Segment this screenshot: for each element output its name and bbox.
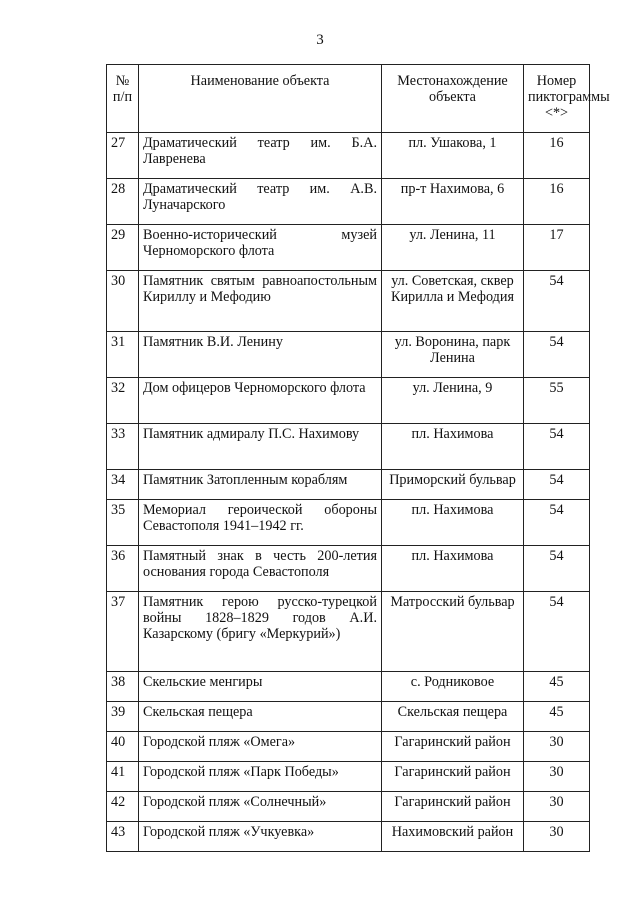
row-name: Городской пляж «Солнечный» [139,792,382,822]
page-number: 3 [316,32,324,48]
row-location: ул. Ленина, 11 [382,225,524,271]
table-row [107,702,590,732]
row-pictogram: 17 [524,225,590,271]
objects-table [106,64,610,852]
row-location: с. Родниковое [382,672,524,702]
row-pictogram: 45 [524,672,590,702]
row-location: пл. Нахимова [382,500,524,546]
table-row [107,672,590,702]
row-name: Драматический театр им. А.В. Луначарского [139,179,382,225]
row-location: пл. Нахимова [382,546,524,592]
row-name: Памятник святым равноапостольным Кириллу и Мефодию [139,271,382,332]
row-num: 30 [107,271,139,332]
row-name: Драматический театр им. Б.А. Лавренева [139,133,382,179]
row-location: Скельская пещера [382,702,524,732]
table-row [107,332,590,378]
row-name: Скельские менгиры [139,672,382,702]
row-location: Гагаринский район [382,732,524,762]
table-row [107,225,590,271]
table-row [107,822,590,852]
row-num: 29 [107,225,139,271]
row-name: Городской пляж «Омега» [139,732,382,762]
row-pictogram: 16 [524,179,590,225]
row-num: 27 [107,133,139,179]
table-row [107,133,590,179]
header-location: Местонахождение объекта [382,65,524,133]
row-name: Военно-исторический музей Черноморского флота [139,225,382,271]
row-num: 39 [107,702,139,732]
table-row [107,378,590,424]
row-name: Мемориал героической обороны Севастополя 1941–1942 гг. [139,500,382,546]
row-num: 36 [107,546,139,592]
row-num: 35 [107,500,139,546]
row-pictogram: 55 [524,378,590,424]
row-location: Нахимовский район [382,822,524,852]
row-location: Гагаринский район [382,762,524,792]
row-num: 37 [107,592,139,672]
row-num: 31 [107,332,139,378]
row-pictogram: 54 [524,271,590,332]
row-pictogram: 16 [524,133,590,179]
row-pictogram: 54 [524,500,590,546]
row-num: 40 [107,732,139,762]
row-name: Памятный знак в честь 200-летия основания города Севастополя [139,546,382,592]
row-location: ул. Советская, сквер Кирилла и Мефодия [382,271,524,332]
row-name: Памятник адмиралу П.С. Нахимову [139,424,382,470]
row-name: Городской пляж «Парк Победы» [139,762,382,792]
row-pictogram: 30 [524,792,590,822]
table-row [107,470,590,500]
row-location: ул. Ленина, 9 [382,378,524,424]
row-num: 43 [107,822,139,852]
row-num: 38 [107,672,139,702]
row-location: Матросский бульвар [382,592,524,672]
row-num: 28 [107,179,139,225]
row-name: Дом офицеров Черноморского флота [139,378,382,424]
row-name: Памятник герою русско-турецкой войны 1828–1829 годов А.И. Казарскому (бригу «Меркурий») [139,592,382,672]
row-pictogram: 54 [524,424,590,470]
table-row [107,762,590,792]
row-location: пл. Нахимова [382,424,524,470]
header-name: Наименование объекта [139,65,382,133]
row-num: 41 [107,762,139,792]
row-pictogram: 30 [524,732,590,762]
row-pictogram: 54 [524,332,590,378]
row-pictogram: 45 [524,702,590,732]
table-row [107,179,590,225]
header-num: № п/п [107,65,139,133]
row-num: 32 [107,378,139,424]
row-name: Памятник Затопленным кораблям [139,470,382,500]
table-row [107,424,590,470]
table-header-row [107,65,590,133]
table-row [107,792,590,822]
table-row [107,500,590,546]
row-location: ул. Воронина, парк Ленина [382,332,524,378]
row-pictogram: 30 [524,822,590,852]
table-row [107,732,590,762]
row-num: 33 [107,424,139,470]
row-name: Скельская пещера [139,702,382,732]
row-pictogram: 30 [524,762,590,792]
table-row [107,546,590,592]
table-row [107,271,590,332]
row-num: 34 [107,470,139,500]
row-location: Гагаринский район [382,792,524,822]
row-pictogram: 54 [524,470,590,500]
row-location: пр-т Нахимова, 6 [382,179,524,225]
header-pictogram: Номер пиктограммы <*> [524,65,590,133]
table-row [107,592,590,672]
row-name: Городской пляж «Учкуевка» [139,822,382,852]
row-name: Памятник В.И. Ленину [139,332,382,378]
row-num: 42 [107,792,139,822]
row-pictogram: 54 [524,546,590,592]
row-pictogram: 54 [524,592,590,672]
row-location: пл. Ушакова, 1 [382,133,524,179]
row-location: Приморский бульвар [382,470,524,500]
